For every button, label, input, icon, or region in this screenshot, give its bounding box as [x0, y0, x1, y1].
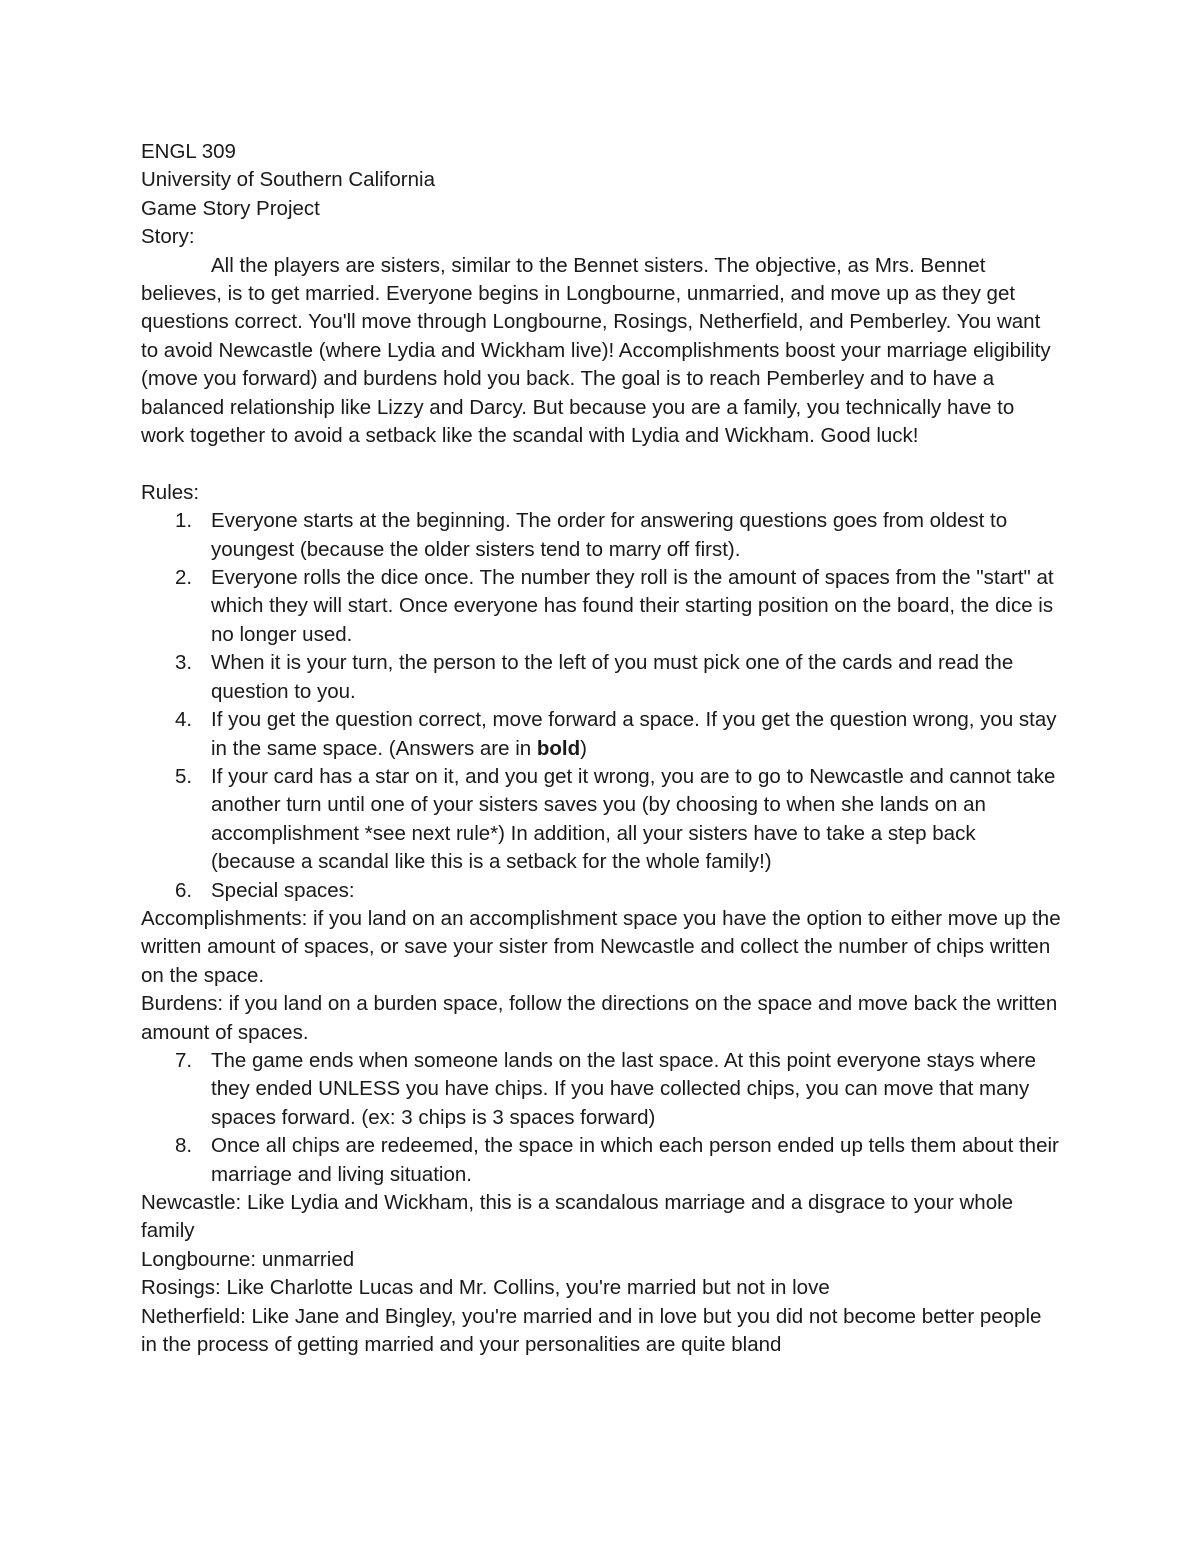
rule-number: 8.: [175, 1134, 193, 1158]
rule-number: 1.: [175, 509, 193, 533]
burdens-text: Burdens: if you land on a burden space, follow the directions on the space and move back the written amount of spaces.: [141, 992, 1058, 1044]
rule-number: 2.: [175, 566, 193, 590]
rule-text: If you get the question correct, move forward a space. If you get the question wrong, you stay in the same space. (Answers are in: [211, 708, 1057, 760]
rules-list: [141, 507, 1061, 905]
rule-text: Once all chips are redeemed, the space in which each person ended up tells them about their marriage and living situation.: [211, 1134, 1059, 1186]
rule-text: Special spaces:: [211, 878, 355, 902]
bold-word: bold: [536, 736, 581, 760]
rule-number: 4.: [175, 708, 193, 732]
story-label: Story:: [141, 225, 195, 249]
rule-item: [141, 877, 1061, 905]
accomplishments-text: Accomplishments: if you land on an accomplishment space you have the option to either move up the written amount of spaces, or save your sister from Newcastle and collect the number of chips written on the space.: [141, 906, 1061, 987]
rules-label: Rules:: [141, 480, 200, 504]
rule-item: [141, 507, 1061, 564]
rule-text: If your card has a star on it, and you get it wrong, you are to go to Newcastle and cannot take another turn until one of your sisters saves you (by choosing to when she lands on an accomplishment *see next rule*) In addition, all your sisters have to take a step back (because a scandal like this is a setback for the whole family!): [211, 764, 1056, 874]
outcome-netherfield: Netherfield: Like Jane and Bingley, you're married and in love but you did not become better people in the process of getting married and your personalities are quite bland: [141, 1304, 1042, 1357]
outcome-longbourne: Longbourne: unmarried: [141, 1247, 355, 1271]
document-page: [141, 138, 1061, 1359]
university-name: University of Southern California: [141, 168, 435, 192]
rule-number: 5.: [175, 764, 193, 788]
rule-text-end: ): [580, 736, 587, 760]
rule-text: Everyone starts at the beginning. The order for answering questions goes from oldest to youngest (because the older sisters tend to marry off first).: [211, 509, 1008, 561]
outcome-newcastle: Newcastle: Like Lydia and Wickham, this is a scandalous marriage and a disgrace to your whole family: [141, 1191, 1014, 1243]
story-text: All the players are sisters, similar to the Bennet sisters. The objective, as Mrs. Bennet believes, is to get married. Everyone begins in Longbourne, unmarried, and move up as they get questions correct. You'll move through Longbourne, Rosings, Netherfield, and Pemberley. You want to avoid Newcastle (where Lydia and Wickham live)! Accomplishments boost your marriage eligibility (move you forward) and burdens hold you back. The goal is to reach Pemberley and to have a balanced relationship like Lizzy and Darcy. But because you are a family, you technically have to work together to avoid a setback like the scandal with Lydia and Wickham. Good luck!: [141, 253, 1051, 448]
rules-list-continued: [141, 1047, 1061, 1189]
rule-item: [141, 1132, 1061, 1189]
rule-text: Everyone rolls the dice once. The number they roll is the amount of spaces from the "start" at which they will start. Once everyone has found their starting position on the board, the dice is no longer used.: [211, 566, 1054, 646]
outcome-rosings: Rosings: Like Charlotte Lucas and Mr. Collins, you're married but not in love: [141, 1276, 830, 1300]
rule-item: [141, 649, 1061, 706]
course-title: ENGL 309: [141, 140, 236, 163]
blank-line: [141, 450, 1061, 478]
project-title: Game Story Project: [141, 196, 320, 220]
rule-item: [141, 564, 1061, 649]
rule-text: When it is your turn, the person to the left of you must pick one of the cards and read the question to you.: [211, 651, 1014, 703]
rule-text: The game ends when someone lands on the last space. At this point everyone stays where they ended UNLESS you have chips. If you have collected chips, you can move that many spaces forward. (ex: 3 chips is 3 spaces forward): [211, 1048, 1037, 1129]
rule-number: 3.: [175, 651, 193, 675]
story-paragraph: [141, 252, 1061, 451]
rule-item: [141, 1047, 1061, 1132]
rule-item: [141, 706, 1061, 763]
rule-number: 6.: [175, 878, 193, 902]
rule-number: 7.: [175, 1048, 193, 1072]
rule-item: [141, 763, 1061, 877]
